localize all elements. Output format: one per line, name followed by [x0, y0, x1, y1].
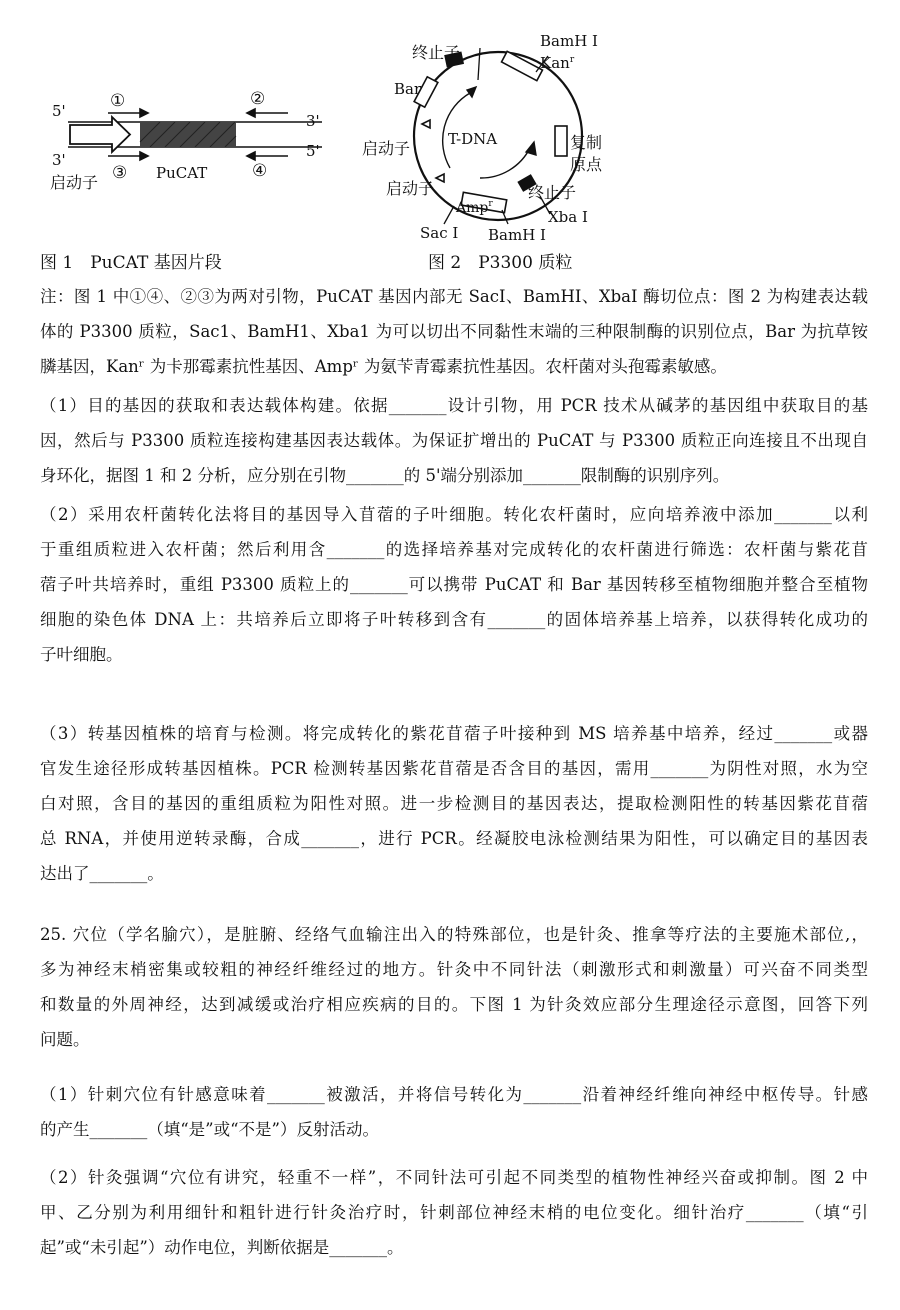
primer-3-label: ③ [112, 163, 128, 183]
note-paragraph [40, 279, 868, 384]
promoter-label: 启动子 [50, 173, 99, 192]
text-line: 身环化，据图 1 和 2 分析，应分别在引物_______的 5'端分别添加_______限制酶的识别序列。 [40, 466, 730, 485]
bamhi-top-label: BamH I [540, 32, 598, 50]
primer-4-label: ④ [252, 161, 268, 181]
text-line: 25. 穴位（学名腧穴），是脏腑、经络气血输注出入的特殊部位，也是针灸、推拿等疗法的主要施术部位,， [40, 925, 868, 944]
xbai-label: Xba I [548, 208, 588, 226]
primer-1-label: ① [110, 91, 126, 111]
promoter-bottom-label: 启动子 [386, 179, 435, 198]
figure-1-caption: 图 1 PuCAT 基因片段 [40, 253, 222, 273]
bamhi-bottom-label: BamH I [488, 226, 546, 244]
text-line: 总 RNA，并使用逆转录酶，合成_______，进行 PCR。经凝胶电泳检测结果为阳性，可以确定目的基因表 [40, 829, 868, 848]
label-5prime-left: 5' [52, 102, 66, 120]
text-line: （1）针刺穴位有针感意味着_______被激活，并将信号转化为_______沿着神经纤维向神经中枢传导。针感 [40, 1085, 868, 1104]
gene-label: PuCAT [156, 164, 208, 182]
amp-label: Amp$^r$ [456, 199, 493, 216]
text-line: （3）转基因植株的培育与检测。将完成转化的紫花苜蓿子叶接种到 MS 培养基中培养，经过_______或器 [40, 724, 868, 743]
text-line: 和数量的外周神经，达到减缓或治疗相应疾病的目的。下图 1 为针灸效应部分生理途径示意图，回答下列 [40, 995, 868, 1014]
terminator-bottom-label: 终止子 [528, 183, 577, 202]
text-line: 问题。 [40, 1030, 90, 1049]
saci-label: Sac I [420, 224, 459, 242]
text-line: 蓿子叶共培养时，重组 P3300 质粒上的_______可以携带 PuCAT 和 Bar 基因转移至植物细胞并整合至植物 [40, 575, 868, 594]
text-line: 注：图 1 中①④、②③为两对引物，PuCAT 基因内部无 SacI、BamHI、XbaI 酶切位点：图 2 为构建表达载 [40, 287, 868, 306]
text-line: 起”或“未引起”）动作电位，判断依据是_______。 [40, 1238, 404, 1257]
text-line: 的产生_______（填“是”或“不是”）反射活动。 [40, 1120, 379, 1139]
question-25-paragraph [40, 917, 868, 1057]
question-25-1-paragraph [40, 1077, 868, 1147]
figure-1-pucat-fragment [40, 80, 340, 200]
question-25-2-paragraph [40, 1160, 868, 1265]
text-line: 于重组质粒进入农杆菌；然后利用含_______的选择培养基对完成转化的农杆菌进行筛选：农杆菌与紫花苜 [40, 540, 868, 559]
text-line: 子叶细胞。 [40, 645, 123, 664]
origin-label-line2: 原点 [570, 155, 603, 174]
text-line: 官发生途径形成转基因植株。PCR 检测转基因紫花苜蓿是否含目的基因，需用_______为阴性对照，水为空 [40, 759, 868, 778]
text-line: 膦基因，Kanʳ 为卡那霉素抗性基因、Ampʳ 为氨苄青霉素抗性基因。农杆菌对头孢霉素敏感。 [40, 357, 727, 376]
text-line: （2）针灸强调“穴位有讲究，轻重不一样”，不同针法可引起不同类型的植物性神经兴奋或抑制。图 2 中 [40, 1168, 868, 1187]
bar-gene-label: Bar [394, 80, 422, 98]
question-2-paragraph [40, 497, 868, 672]
promoter-left-label: 启动子 [362, 139, 411, 158]
question-3-paragraph [40, 716, 868, 891]
text-line: 细胞的染色体 DNA 上：共培养后立即将子叶转移到含有_______的固体培养基上培养，以获得转化成功的 [40, 610, 868, 629]
label-3prime-left: 3' [52, 151, 66, 169]
text-line: 达出了_______。 [40, 864, 164, 883]
origin-label-line1: 复制 [570, 133, 603, 152]
tdna-label: T-DNA [448, 130, 498, 148]
figure-2-p3300-plasmid [350, 28, 650, 248]
label-5prime-right: 5' [306, 142, 320, 160]
text-line: （2）采用农杆菌转化法将目的基因导入苜蓿的子叶细胞。转化农杆菌时，应向培养液中添加_______以利 [40, 505, 868, 524]
text-line: 白对照，含目的基因的重组质粒为阳性对照。进一步检测目的基因表达，提取检测阳性的转基因紫花苜蓿 [40, 794, 868, 813]
primer-2-label: ② [250, 89, 266, 109]
text-line: 体的 P3300 质粒，Sac1、BamH1、Xba1 为可以切出不同黏性末端的三种限制酶的识别位点，Bar 为抗草铵 [40, 322, 868, 341]
text-line: （1）目的基因的获取和表达载体构建。依据_______设计引物，用 PCR 技术从碱茅的基因组中获取目的基 [40, 396, 868, 415]
text-line: 因，然后与 P3300 质粒连接构建基因表达载体。为保证扩增出的 PuCAT 与 P3300 质粒正向连接且不出现自 [40, 431, 868, 450]
text-line: 甲、乙分别为利用细针和粗针进行针灸治疗时，针刺部位神经末梢的电位变化。细针治疗_______（填“引 [40, 1203, 868, 1222]
kan-label: Kan$^r$ [540, 54, 575, 72]
terminator-top-label: 终止子 [412, 43, 461, 62]
text-line: 多为神经末梢密集或较粗的神经纤维经过的地方。针灸中不同针法（刺激形式和刺激量）可兴奋不同类型 [40, 960, 868, 979]
label-3prime-right: 3' [306, 112, 320, 130]
question-1-paragraph [40, 388, 868, 493]
figure-2-caption: 图 2 P3300 质粒 [428, 253, 573, 273]
